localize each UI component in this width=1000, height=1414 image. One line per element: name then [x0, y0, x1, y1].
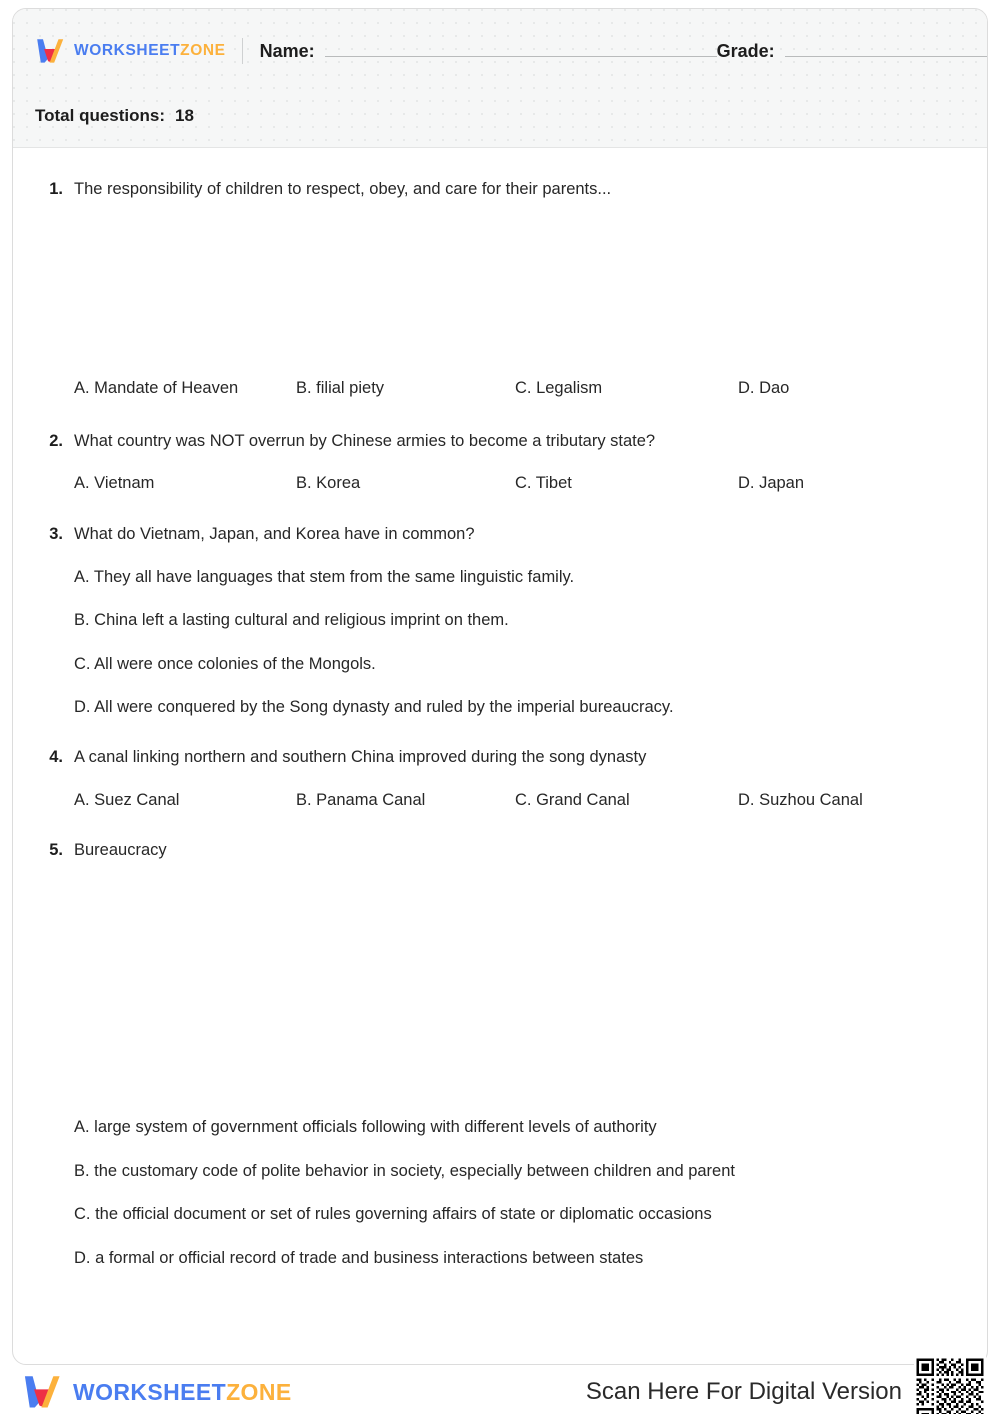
qr-code-icon[interactable] [914, 1356, 986, 1414]
header-identity-row [13, 29, 987, 73]
answer-option[interactable]: D. a formal or official record of trade and business interactions between states [74, 1248, 644, 1267]
question-number: 3. [49, 525, 63, 544]
answer-option[interactable]: B. Korea [296, 473, 361, 492]
name-field[interactable] [260, 40, 717, 62]
answer-workspace[interactable] [35, 200, 965, 378]
answer-option[interactable]: A. They all have languages that stem from the same linguistic family. [74, 567, 575, 586]
answer-option[interactable]: C. All were once colonies of the Mongols. [74, 654, 376, 673]
question-item [35, 839, 965, 1269]
question-prompt: What do Vietnam, Japan, and Korea have in common? [74, 525, 475, 544]
brand-word-worksheet: WORKSHEET [74, 42, 181, 59]
brand-wordmark [74, 42, 226, 60]
answer-options [74, 567, 965, 719]
total-questions-value: 18 [175, 106, 194, 125]
answer-option[interactable]: A. large system of government officials following with different levels of authority [74, 1118, 657, 1137]
brand-word-zone: ZONE [226, 1378, 292, 1405]
question-item [35, 746, 965, 811]
answer-option[interactable]: A. Suez Canal [74, 790, 180, 809]
footer-brand [22, 1373, 292, 1411]
brand-wordmark [73, 1379, 292, 1406]
answer-option[interactable]: C. the official document or set of rules governing affairs of state or diplomatic occasions [74, 1205, 712, 1224]
question-item [35, 430, 965, 495]
answer-option[interactable]: C. Legalism [515, 379, 603, 398]
answer-option[interactable]: B. filial piety [296, 379, 385, 398]
answer-options [74, 790, 965, 811]
brand-word-worksheet: WORKSHEET [73, 1378, 227, 1405]
answer-options [74, 378, 965, 399]
answer-option[interactable]: A. Mandate of Heaven [74, 379, 239, 398]
worksheetzone-w-logo-icon [35, 37, 65, 65]
question-header [35, 746, 965, 768]
answer-option[interactable]: B. the customary code of polite behavior in society, especially between children and parent [74, 1161, 735, 1180]
grade-field[interactable] [717, 40, 988, 62]
brand-word-zone: ZONE [180, 42, 226, 59]
answer-option[interactable]: D. All were conquered by the Song dynasty and ruled by the imperial bureaucracy. [74, 697, 674, 716]
name-label: Name: [259, 41, 315, 61]
worksheet-card [12, 8, 988, 1365]
worksheet-footer [12, 1370, 988, 1414]
question-header [35, 523, 965, 545]
question-header [35, 430, 965, 452]
question-prompt: What country was NOT overrun by Chinese armies to become a tributary state? [74, 431, 656, 450]
question-header [35, 839, 965, 861]
question-number: 4. [49, 748, 63, 767]
total-questions-row [35, 106, 194, 126]
answer-option[interactable]: C. Grand Canal [515, 790, 630, 809]
question-number: 1. [49, 180, 63, 198]
scan-prompt-text: Scan Here For Digital Version [585, 1378, 902, 1405]
answer-option[interactable]: D. Dao [738, 379, 790, 398]
name-input-line[interactable] [325, 40, 717, 57]
answer-option[interactable]: B. China left a lasting cultural and religious imprint on them. [74, 611, 509, 630]
answer-option[interactable]: B. Panama Canal [296, 790, 426, 809]
answer-options [74, 473, 965, 494]
questions-list [13, 148, 987, 1269]
answer-option[interactable]: C. Tibet [515, 473, 572, 492]
question-prompt: The responsibility of children to respect, obey, and care for their parents... [74, 180, 612, 198]
header-divider [242, 38, 243, 64]
question-prompt: A canal linking northern and southern China improved during the song dynasty [74, 748, 647, 767]
question-prompt: Bureaucracy [74, 841, 167, 860]
answer-option[interactable]: D. Suzhou Canal [738, 790, 863, 809]
answer-workspace[interactable] [35, 861, 965, 1117]
question-item [35, 523, 965, 718]
grade-label: Grade: [716, 41, 775, 61]
question-number: 2. [49, 431, 63, 450]
answer-option[interactable]: D. Japan [738, 473, 805, 492]
question-header [35, 178, 965, 200]
grade-input-line[interactable] [785, 40, 988, 57]
question-number: 5. [49, 841, 63, 860]
total-questions-label: Total questions: [35, 106, 166, 125]
answer-option[interactable]: A. Vietnam [74, 473, 155, 492]
question-item [35, 148, 965, 400]
worksheetzone-w-logo-icon [22, 1373, 62, 1411]
answer-options [74, 1117, 965, 1269]
worksheet-header [13, 9, 987, 148]
